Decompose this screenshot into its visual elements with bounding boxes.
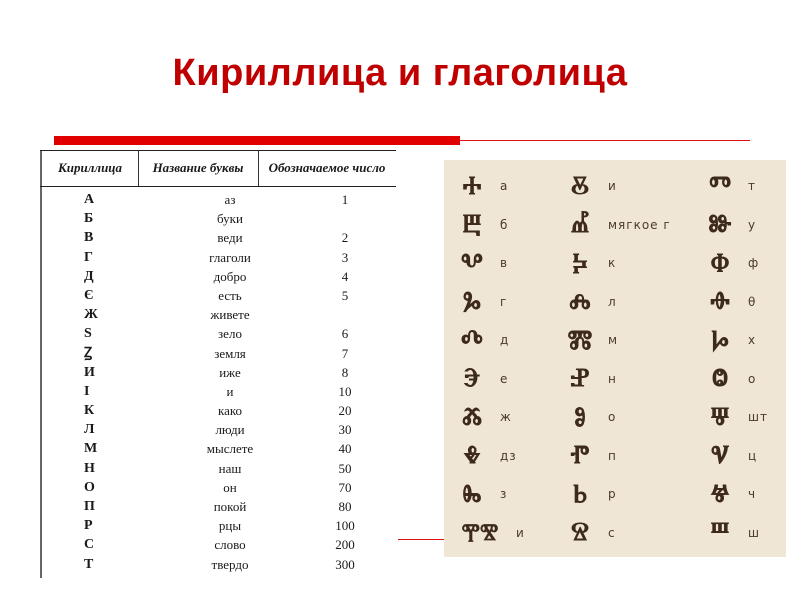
letter-name: иже bbox=[219, 364, 241, 380]
glagolitic-sound: ж bbox=[500, 410, 512, 424]
glagolitic-letter bbox=[450, 166, 508, 206]
letter-number: 5 bbox=[341, 287, 349, 303]
letter-name: како bbox=[217, 403, 243, 419]
letter-name: есть bbox=[218, 287, 242, 303]
glagolitic-sound: о bbox=[608, 410, 617, 424]
letter-number: 20 bbox=[338, 403, 352, 419]
letter-number: 4 bbox=[341, 268, 349, 284]
cyrillic-rows bbox=[40, 190, 396, 574]
glagolitic-letter bbox=[558, 166, 617, 206]
glagolitic-glyph: Ⱋ bbox=[710, 401, 730, 432]
glagolitic-glyph: Ⱆ bbox=[708, 209, 732, 239]
glagolitic-sound: х bbox=[748, 333, 757, 347]
table-row bbox=[40, 209, 396, 228]
table-row bbox=[40, 439, 396, 458]
letter-name: глаголи bbox=[209, 249, 251, 265]
cyrillic-letter: Т bbox=[84, 556, 94, 572]
letter-name: веди bbox=[217, 230, 243, 246]
letter-number: 30 bbox=[338, 422, 352, 438]
glagolitic-glyph: Ⱂ bbox=[570, 440, 590, 470]
glagolitic-glyph: Ⰱ bbox=[462, 209, 482, 239]
cyrillic-letter: М bbox=[84, 441, 98, 457]
glagolitic-sound: о bbox=[748, 371, 757, 386]
table-row bbox=[40, 305, 396, 324]
glagolitic-glyph: Ⱇ bbox=[710, 247, 730, 278]
glagolitic-sound: ш bbox=[748, 525, 760, 540]
glagolitic-glyph: Ⱃ bbox=[572, 478, 588, 509]
glagolitic-sound: з bbox=[500, 487, 508, 501]
letter-number: 40 bbox=[338, 441, 352, 457]
table-row bbox=[40, 248, 396, 267]
glagolitic-glyph: Ⱉ bbox=[711, 363, 729, 393]
glagolitic-letter bbox=[558, 513, 616, 553]
cyrillic-letter: А bbox=[84, 192, 95, 207]
glagolitic-glyph: Ⰽ bbox=[572, 247, 588, 278]
glagolitic-letter bbox=[698, 474, 756, 514]
letter-number: 300 bbox=[335, 556, 355, 572]
glagolitic-glyph: Ⱚ bbox=[710, 286, 730, 316]
cyrillic-letter: В bbox=[84, 230, 94, 246]
table-top-border bbox=[40, 150, 396, 151]
cyrillic-letter: К bbox=[84, 403, 95, 419]
glagolitic-glyph: Ⰶ bbox=[461, 401, 483, 432]
cyrillic-letter: С bbox=[84, 537, 95, 553]
cyrillic-letter: Л bbox=[84, 422, 95, 438]
glagolitic-letter bbox=[698, 320, 756, 360]
glagolitic-glyph: Ⱎ bbox=[710, 517, 730, 547]
letter-number: 1 bbox=[341, 192, 349, 207]
cyrillic-letter: Ж bbox=[84, 307, 98, 323]
glagolitic-sound: ф bbox=[748, 256, 760, 270]
glagolitic-letter bbox=[450, 243, 508, 283]
letter-number: 6 bbox=[341, 326, 349, 342]
glagolitic-letter bbox=[698, 205, 756, 245]
title-underline-thin bbox=[460, 140, 750, 141]
header-cyrillic: Кириллица bbox=[57, 160, 123, 175]
letter-name: земля bbox=[214, 345, 246, 361]
table-row bbox=[40, 459, 396, 478]
glagolitic-glyph: Ⱄ bbox=[570, 517, 590, 547]
cyrillic-letter: Н bbox=[84, 460, 95, 476]
glagolitic-sound: ч bbox=[748, 487, 757, 501]
letter-name: мыслете bbox=[206, 441, 254, 457]
letter-name: покой bbox=[213, 499, 247, 514]
table-row bbox=[40, 363, 396, 382]
glagolitic-glyph: Ⱌ bbox=[710, 440, 730, 470]
letter-number: 70 bbox=[338, 479, 352, 495]
cyrillic-letter: Р bbox=[84, 518, 93, 534]
glagolitic-sound: шт bbox=[748, 410, 768, 424]
glagolitic-sound: н bbox=[608, 371, 617, 386]
glagolitic-sound: л bbox=[608, 294, 617, 309]
glagolitic-letter bbox=[450, 397, 512, 437]
glagolitic-letter bbox=[558, 397, 616, 437]
glagolitic-glyph: Ⰴ bbox=[460, 324, 484, 355]
glagolitic-letter bbox=[698, 166, 756, 206]
table-row bbox=[40, 324, 396, 343]
glagolitic-letter bbox=[558, 243, 616, 283]
glagolitic-sound: к bbox=[608, 256, 617, 270]
glagolitic-letter bbox=[450, 513, 525, 553]
glagolitic-letter bbox=[450, 474, 507, 514]
glagolitic-sound: е bbox=[500, 371, 509, 386]
glagolitic-letter bbox=[558, 474, 617, 514]
cyrillic-letter: П bbox=[84, 499, 95, 514]
glagolitic-glyph: Ⰰ bbox=[462, 170, 482, 201]
letter-name: наш bbox=[218, 460, 242, 476]
table-row bbox=[40, 516, 396, 535]
glagolitic-letter bbox=[698, 397, 768, 437]
letter-name: слово bbox=[214, 537, 246, 553]
glagolitic-sound: а bbox=[500, 179, 509, 193]
cyrillic-letter: И bbox=[84, 364, 95, 380]
table-header-border bbox=[40, 186, 396, 187]
table-row bbox=[40, 190, 396, 209]
letter-name: живете bbox=[210, 307, 250, 323]
glagolitic-sound: ц bbox=[748, 448, 758, 463]
letter-name: твердо bbox=[211, 556, 249, 572]
cyrillic-letter: Ѕ bbox=[84, 326, 92, 342]
glagolitic-alphabet-panel bbox=[444, 160, 786, 557]
letter-number: 8 bbox=[341, 364, 349, 380]
letter-name: он bbox=[223, 479, 237, 495]
glagolitic-letter bbox=[450, 282, 507, 322]
table-row bbox=[40, 286, 396, 305]
glagolitic-glyph: Ⱅ bbox=[709, 170, 731, 201]
glagolitic-letter bbox=[450, 320, 509, 360]
glagolitic-letter bbox=[558, 359, 617, 399]
table-row bbox=[40, 555, 396, 574]
glagolitic-glyph: Ⰿ bbox=[567, 324, 593, 355]
glagolitic-letter bbox=[698, 243, 759, 283]
glagolitic-sound: г bbox=[500, 294, 508, 309]
letter-number: 100 bbox=[335, 518, 355, 534]
table-row bbox=[40, 382, 396, 401]
glagolitic-sound: в bbox=[500, 256, 509, 270]
cyrillic-letter: Д bbox=[84, 268, 94, 284]
glagolitic-glyph: Ⰸ bbox=[462, 478, 482, 509]
table-row bbox=[40, 478, 396, 497]
letter-name: рцы bbox=[218, 518, 242, 534]
glagolitic-sound: б bbox=[500, 217, 509, 232]
header-letter-name: Название буквы bbox=[152, 160, 244, 175]
glagolitic-letter bbox=[558, 205, 671, 245]
letter-number: 3 bbox=[341, 249, 349, 265]
cyrillic-letter: Г bbox=[84, 249, 93, 265]
glagolitic-letter bbox=[450, 359, 508, 399]
glagolitic-sound: т bbox=[748, 179, 756, 193]
letter-name: аз bbox=[224, 192, 236, 207]
glagolitic-sound: р bbox=[608, 487, 617, 501]
glagolitic-sound: и bbox=[608, 179, 617, 193]
glagolitic-letter bbox=[558, 282, 617, 322]
letter-number: 2 bbox=[341, 230, 349, 246]
table-row bbox=[40, 267, 396, 286]
letter-name: добро bbox=[213, 268, 247, 284]
glagolitic-glyph: Ⰼ bbox=[570, 209, 590, 239]
glagolitic-glyph: ⰉⰊ bbox=[461, 520, 499, 545]
glagolitic-sound: θ bbox=[748, 294, 757, 309]
page-title: Кириллица и глаголица bbox=[172, 52, 628, 94]
glagolitic-glyph: Ⰵ bbox=[463, 363, 481, 393]
glagolitic-letter bbox=[698, 513, 760, 553]
letter-number: 50 bbox=[338, 460, 352, 476]
letter-name: и bbox=[226, 383, 234, 399]
title-underline-thick bbox=[54, 136, 460, 145]
glagolitic-sound: и bbox=[516, 525, 525, 540]
glagolitic-sound: у bbox=[748, 217, 757, 232]
glagolitic-sound: п bbox=[608, 448, 617, 463]
table-row bbox=[40, 535, 396, 554]
glagolitic-letter bbox=[698, 282, 756, 322]
glagolitic-letter bbox=[558, 320, 618, 360]
glagolitic-glyph: Ⰾ bbox=[569, 286, 591, 316]
cyrillic-letter: Є bbox=[84, 287, 94, 303]
letter-name: зело bbox=[218, 326, 242, 342]
glagolitic-letter bbox=[698, 436, 757, 476]
header-number: Обозначаемое число bbox=[268, 160, 386, 175]
glagolitic-sound: мягкое г bbox=[608, 217, 671, 232]
glagolitic-glyph: Ⰳ bbox=[462, 286, 482, 316]
letter-number: 10 bbox=[338, 383, 352, 399]
glagolitic-glyph: Ⰲ bbox=[460, 247, 484, 278]
cyrillic-letter: Ꙁ bbox=[84, 345, 93, 361]
glagolitic-letter bbox=[558, 436, 617, 476]
cyrillic-table bbox=[40, 150, 396, 578]
table-row bbox=[40, 228, 396, 247]
letter-number: 7 bbox=[341, 345, 349, 361]
table-row bbox=[40, 401, 396, 420]
glagolitic-glyph: Ⱈ bbox=[711, 324, 729, 355]
glagolitic-sound: д bbox=[500, 333, 510, 347]
glagolitic-glyph: Ⰻ bbox=[570, 170, 590, 201]
cyrillic-letter: О bbox=[84, 479, 95, 495]
cyrillic-letter: Б bbox=[84, 211, 94, 227]
glagolitic-glyph: Ⱁ bbox=[573, 401, 587, 432]
glagolitic-sound: дз bbox=[500, 448, 517, 463]
letter-number: 200 bbox=[335, 537, 355, 553]
cyrillic-letter: І bbox=[84, 383, 90, 399]
glagolitic-glyph: Ⰷ bbox=[463, 440, 481, 470]
table-row bbox=[40, 344, 396, 363]
glagolitic-glyph: Ⱀ bbox=[570, 363, 590, 393]
table-row bbox=[40, 497, 396, 516]
letter-number: 80 bbox=[338, 499, 352, 514]
glagolitic-sound: с bbox=[608, 525, 616, 540]
letter-name: люди bbox=[215, 422, 245, 438]
table-row bbox=[40, 420, 396, 439]
glagolitic-glyph: Ⱍ bbox=[710, 478, 730, 509]
glagolitic-letter bbox=[698, 359, 756, 399]
letter-name: буки bbox=[217, 211, 243, 227]
glagolitic-letter bbox=[450, 205, 508, 245]
glagolitic-sound: м bbox=[608, 333, 619, 347]
glagolitic-letter bbox=[450, 436, 517, 476]
